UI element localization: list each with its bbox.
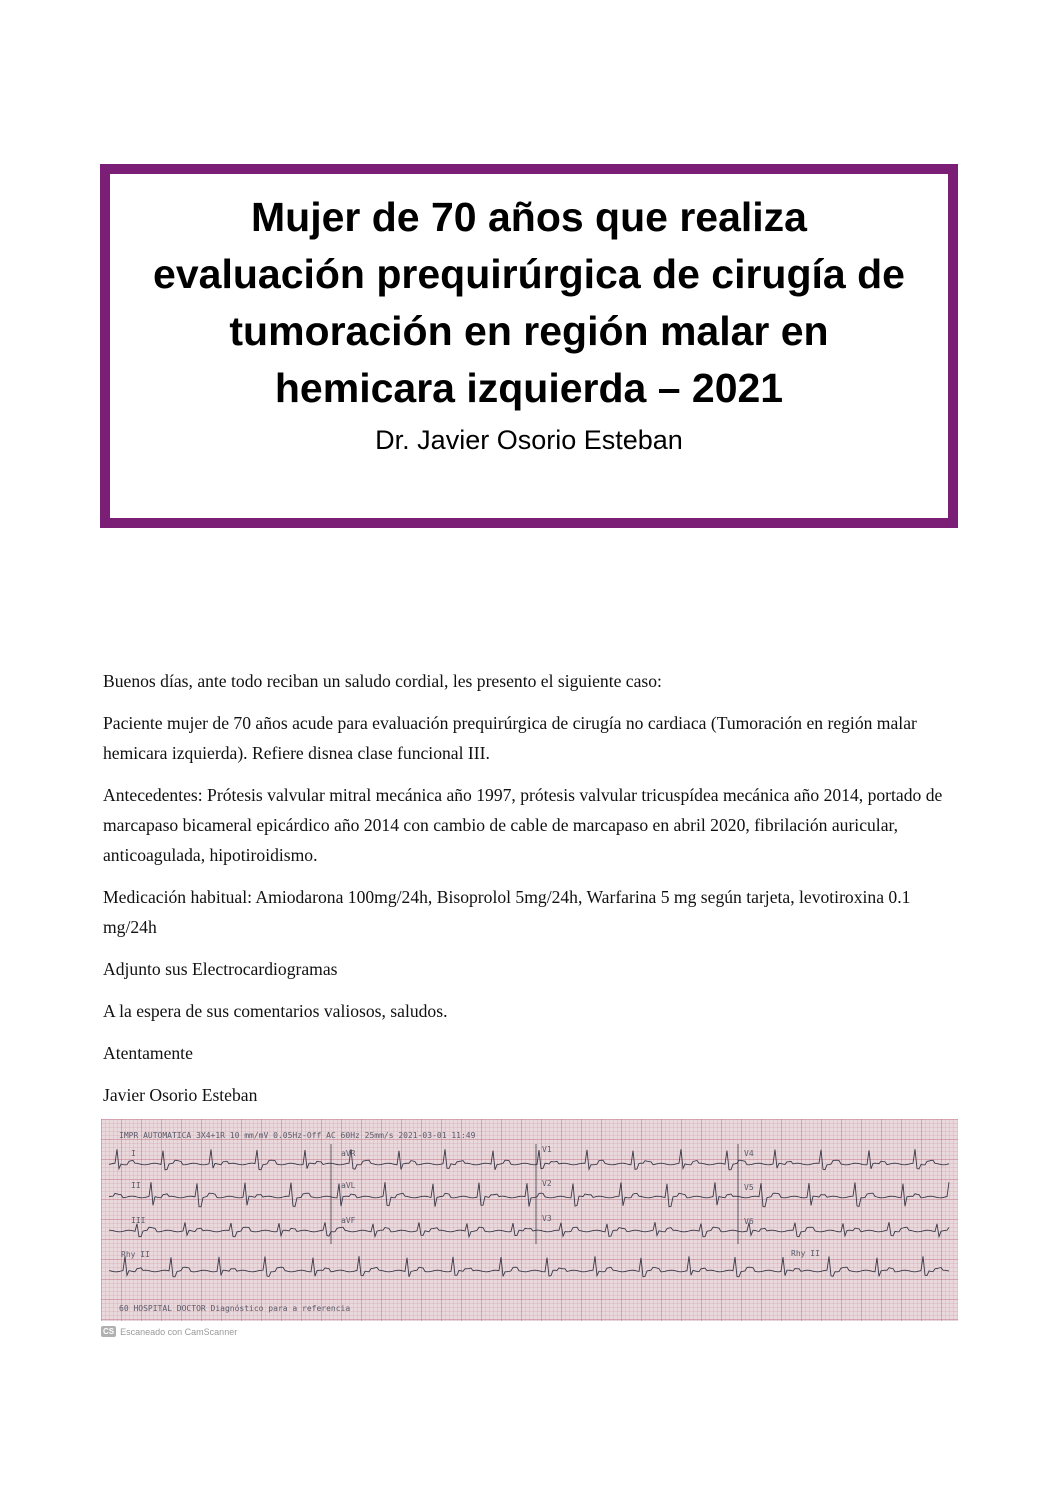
ecg-image xyxy=(101,1119,958,1321)
paragraph-patient: Paciente mujer de 70 años acude para evaluación prequirúrgica de cirugía no cardiaca (Tumoración en región malar hemicara izquierda). Refiere disnea clase funcional III. xyxy=(103,713,917,763)
ecg-lead-label: V5 xyxy=(744,1183,754,1192)
ecg-header: IMPR AUTOMATICA 3X4+1R 10 mm/mV 0.05Hz-Off AC 60Hz 25mm/s 2021-03-01 11:49 xyxy=(119,1131,476,1140)
ecg-traces xyxy=(101,1119,958,1321)
author-name: Dr. Javier Osorio Esteban xyxy=(375,425,683,455)
ecg-lead-label: V1 xyxy=(542,1145,552,1154)
ecg-lead-label: I xyxy=(131,1149,136,1158)
paragraph-medication: Medicación habitual: Amiodarona 100mg/24h, Bisoprolol 5mg/24h, Warfarina 5 mg según tarjeta, levotiroxina 0.1 mg/24h xyxy=(103,887,911,937)
ecg-trace xyxy=(109,1256,949,1277)
ecg-trace xyxy=(109,1222,949,1237)
scanner-watermark xyxy=(101,1326,237,1337)
ecg-trace xyxy=(109,1182,949,1207)
ecg-lead-label: V2 xyxy=(542,1179,552,1188)
paragraph-attachment: Adjunto sus Electrocardiogramas xyxy=(103,959,338,979)
ecg-trace xyxy=(109,1149,949,1170)
ecg-lead-label: V4 xyxy=(744,1149,754,1158)
document-title: Mujer de 70 años que realiza evaluación prequirúrgica de cirugía de tumoración en región malar en hemicara izquierda – 2021 xyxy=(153,194,905,411)
ecg-lead-label: aVR xyxy=(341,1149,356,1158)
paragraph-signature: Javier Osorio Esteban xyxy=(103,1085,258,1105)
case-body xyxy=(103,666,963,1122)
paragraph-closing: A la espera de sus comentarios valiosos, saludos. xyxy=(103,1001,448,1021)
ecg-lead-label: II xyxy=(131,1181,141,1190)
scanner-watermark-text: Escaneado con CamScanner xyxy=(120,1326,238,1337)
title-box xyxy=(100,164,958,528)
ecg-lead-label: Rhy II xyxy=(791,1249,820,1258)
ecg-lead-label: Rhy II xyxy=(121,1250,150,1259)
ecg-lead-label: III xyxy=(131,1216,146,1225)
ecg-lead-label: aVL xyxy=(341,1181,356,1190)
ecg-footer: 60 HOSPITAL DOCTOR Diagnóstico para a referencia xyxy=(119,1304,351,1313)
paragraph-history: Antecedentes: Prótesis valvular mitral mecánica año 1997, prótesis valvular tricuspídea mecánica año 2014, portado de marcapaso bicameral epicárdico año 2014 con cambio de cable de marcapaso en abril 2020, fibrilación auricular, anticoagulada, hipotiroidismo. xyxy=(103,785,943,865)
camscanner-icon: CS xyxy=(103,1327,115,1336)
ecg-lead-label: aVF xyxy=(341,1216,356,1225)
ecg-lead-label: V3 xyxy=(542,1214,552,1223)
paragraph-greeting: Buenos días, ante todo reciban un saludo cordial, les presento el siguiente caso: xyxy=(103,671,662,691)
paragraph-signoff: Atentamente xyxy=(103,1043,193,1063)
ecg-lead-label: V6 xyxy=(744,1217,754,1226)
